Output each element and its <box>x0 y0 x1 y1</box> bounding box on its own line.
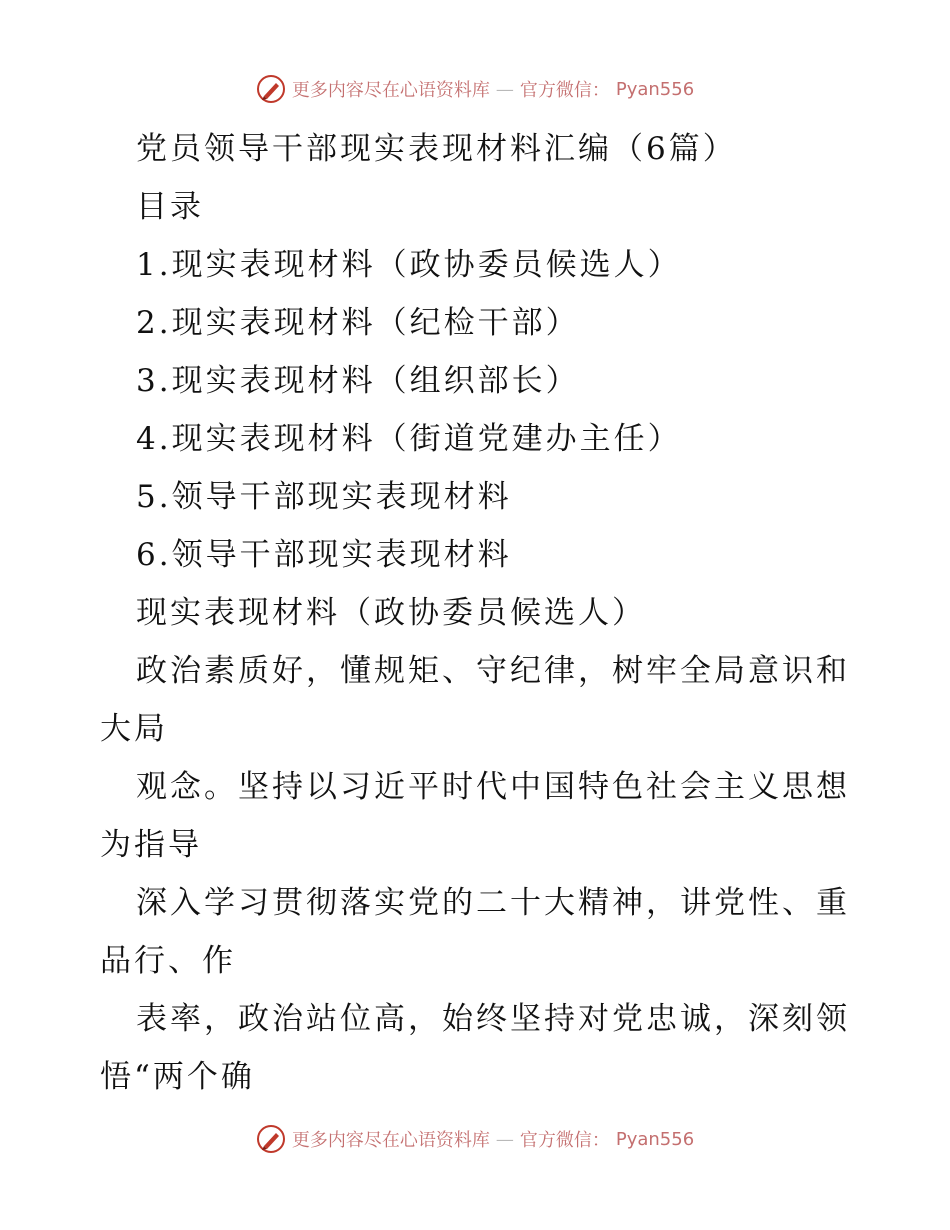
toc-item: 6.领导干部现实表现材料 <box>136 537 512 573</box>
watermark-text: 更多内容尽在心语资料库 <box>291 80 490 101</box>
watermark-separator: — <box>495 1128 514 1150</box>
header-watermark <box>0 74 950 104</box>
watermark-wechat-id: Pyan556 <box>615 78 695 100</box>
document-body <box>0 120 950 1106</box>
toc-heading: 目录 <box>136 189 204 225</box>
pen-logo-icon <box>256 1124 286 1154</box>
toc-item: 4.现实表现材料（街道党建办主任） <box>136 421 682 457</box>
section-title: 现实表现材料（政协委员候选人） <box>136 595 646 631</box>
toc-item: 1.现实表现材料（政协委员候选人） <box>136 247 682 283</box>
watermark-wechat-label: 官方微信： <box>519 1130 610 1151</box>
body-paragraph: 观念。坚持以习近平时代中国特色社会主义思想为指导 <box>100 769 850 863</box>
footer-watermark <box>0 1124 950 1154</box>
watermark-separator: — <box>495 78 514 100</box>
toc-item: 3.现实表现材料（组织部长） <box>136 363 580 399</box>
body-paragraph: 表率，政治站位高，始终坚持对党忠诚，深刻领悟“两个确 <box>100 1001 850 1095</box>
toc-item: 2.现实表现材料（纪检干部） <box>136 305 580 341</box>
watermark-text: 更多内容尽在心语资料库 <box>291 1130 490 1151</box>
toc-item: 5.领导干部现实表现材料 <box>136 479 512 515</box>
pen-logo-icon <box>256 74 286 104</box>
document-title: 党员领导干部现实表现材料汇编（6篇） <box>136 131 737 167</box>
body-paragraph: 政治素质好，懂规矩、守纪律，树牢全局意识和大局 <box>100 653 850 747</box>
watermark-wechat-label: 官方微信： <box>519 80 610 101</box>
body-paragraph: 深入学习贯彻落实党的二十大精神，讲党性、重品行、作 <box>100 885 850 979</box>
watermark-wechat-id: Pyan556 <box>615 1128 695 1150</box>
